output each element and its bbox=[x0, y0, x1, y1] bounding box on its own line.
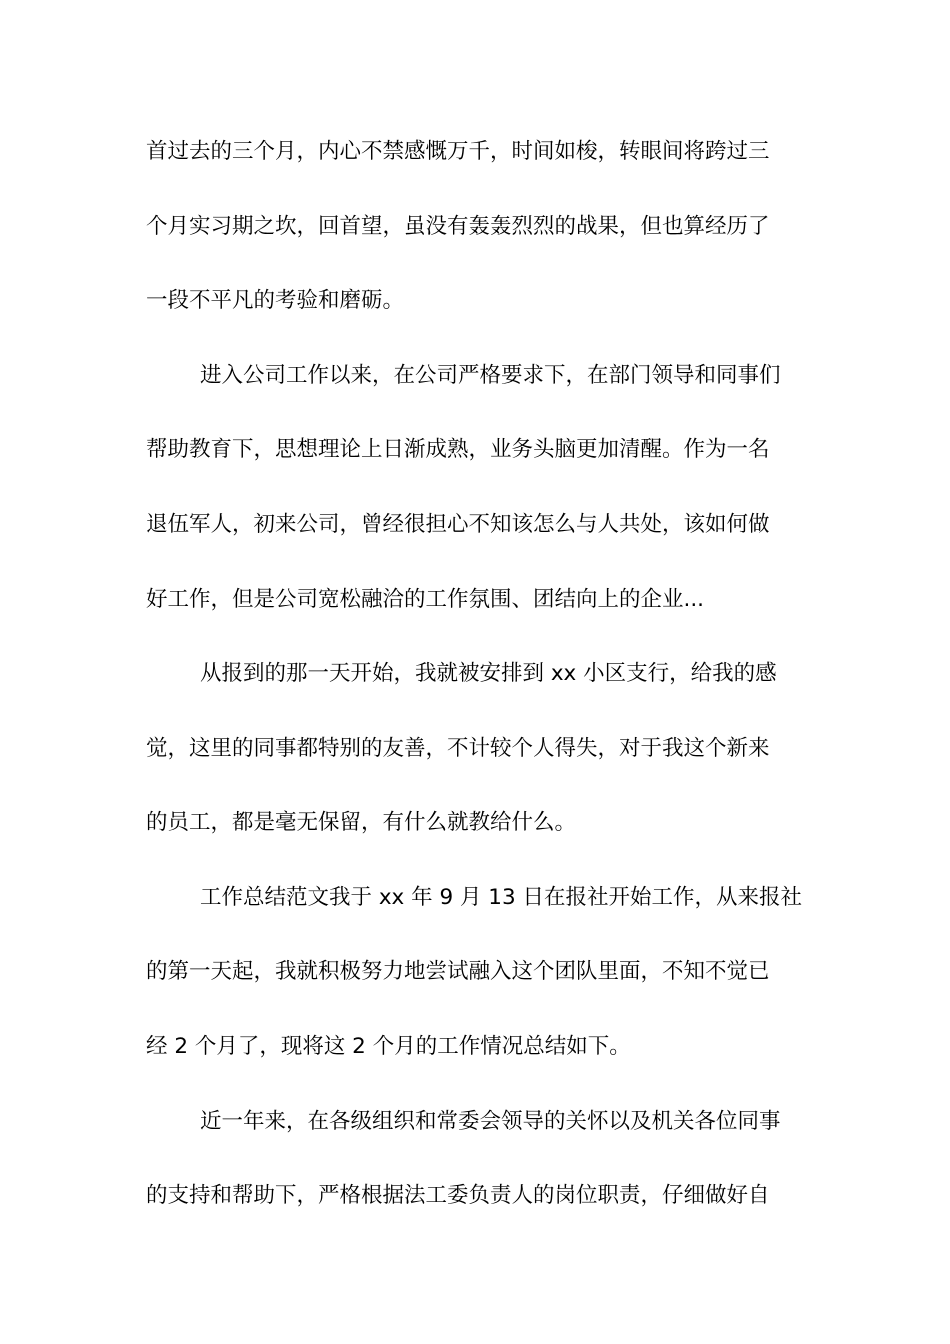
text-line: 的支持和帮助下，严格根据法工委负责人的岗位职责，仔细做好自 bbox=[146, 1183, 770, 1208]
text-line: 好工作，但是公司宽松融洽的工作氛围、团结向上的企业... bbox=[146, 587, 705, 612]
text-line: 首过去的三个月，内心不禁感慨万千，时间如梭，转眼间将跨过三 bbox=[146, 139, 770, 164]
paragraph-start-line: 进入公司工作以来，在公司严格要求下，在部门领导和同事们 bbox=[200, 363, 781, 388]
text-line: 经 2 个月了，现将这 2 个月的工作情况总结如下。 bbox=[146, 1034, 631, 1059]
text-line: 的员工，都是毫无保留，有什么就教给什么。 bbox=[146, 810, 577, 835]
text-line: 退伍军人，初来公司，曾经很担心不知该怎么与人共处，该如何做 bbox=[146, 512, 770, 537]
text-line: 帮助教育下，思想理论上日渐成熟，业务头脑更加清醒。作为一名 bbox=[146, 437, 770, 462]
text-line: 一段不平凡的考验和磨砺。 bbox=[146, 288, 405, 313]
paragraph-start-line: 近一年来，在各级组织和常委会领导的关怀以及机关各位同事 bbox=[200, 1109, 781, 1134]
paragraph-start-line: 工作总结范文我于 xx 年 9 月 13 日在报社开始工作，从来报社 bbox=[200, 885, 802, 910]
text-line: 的第一天起，我就积极努力地尝试融入这个团队里面，不知不觉已 bbox=[146, 959, 770, 984]
paragraph-start-line: 从报到的那一天开始，我就被安排到 xx 小区支行，给我的感 bbox=[200, 661, 777, 686]
text-line: 觉，这里的同事都特别的友善，不计较个人得失，对于我这个新来 bbox=[146, 736, 770, 761]
text-line: 个月实习期之坎，回首望，虽没有轰轰烈烈的战果，但也算经历了 bbox=[146, 214, 770, 239]
